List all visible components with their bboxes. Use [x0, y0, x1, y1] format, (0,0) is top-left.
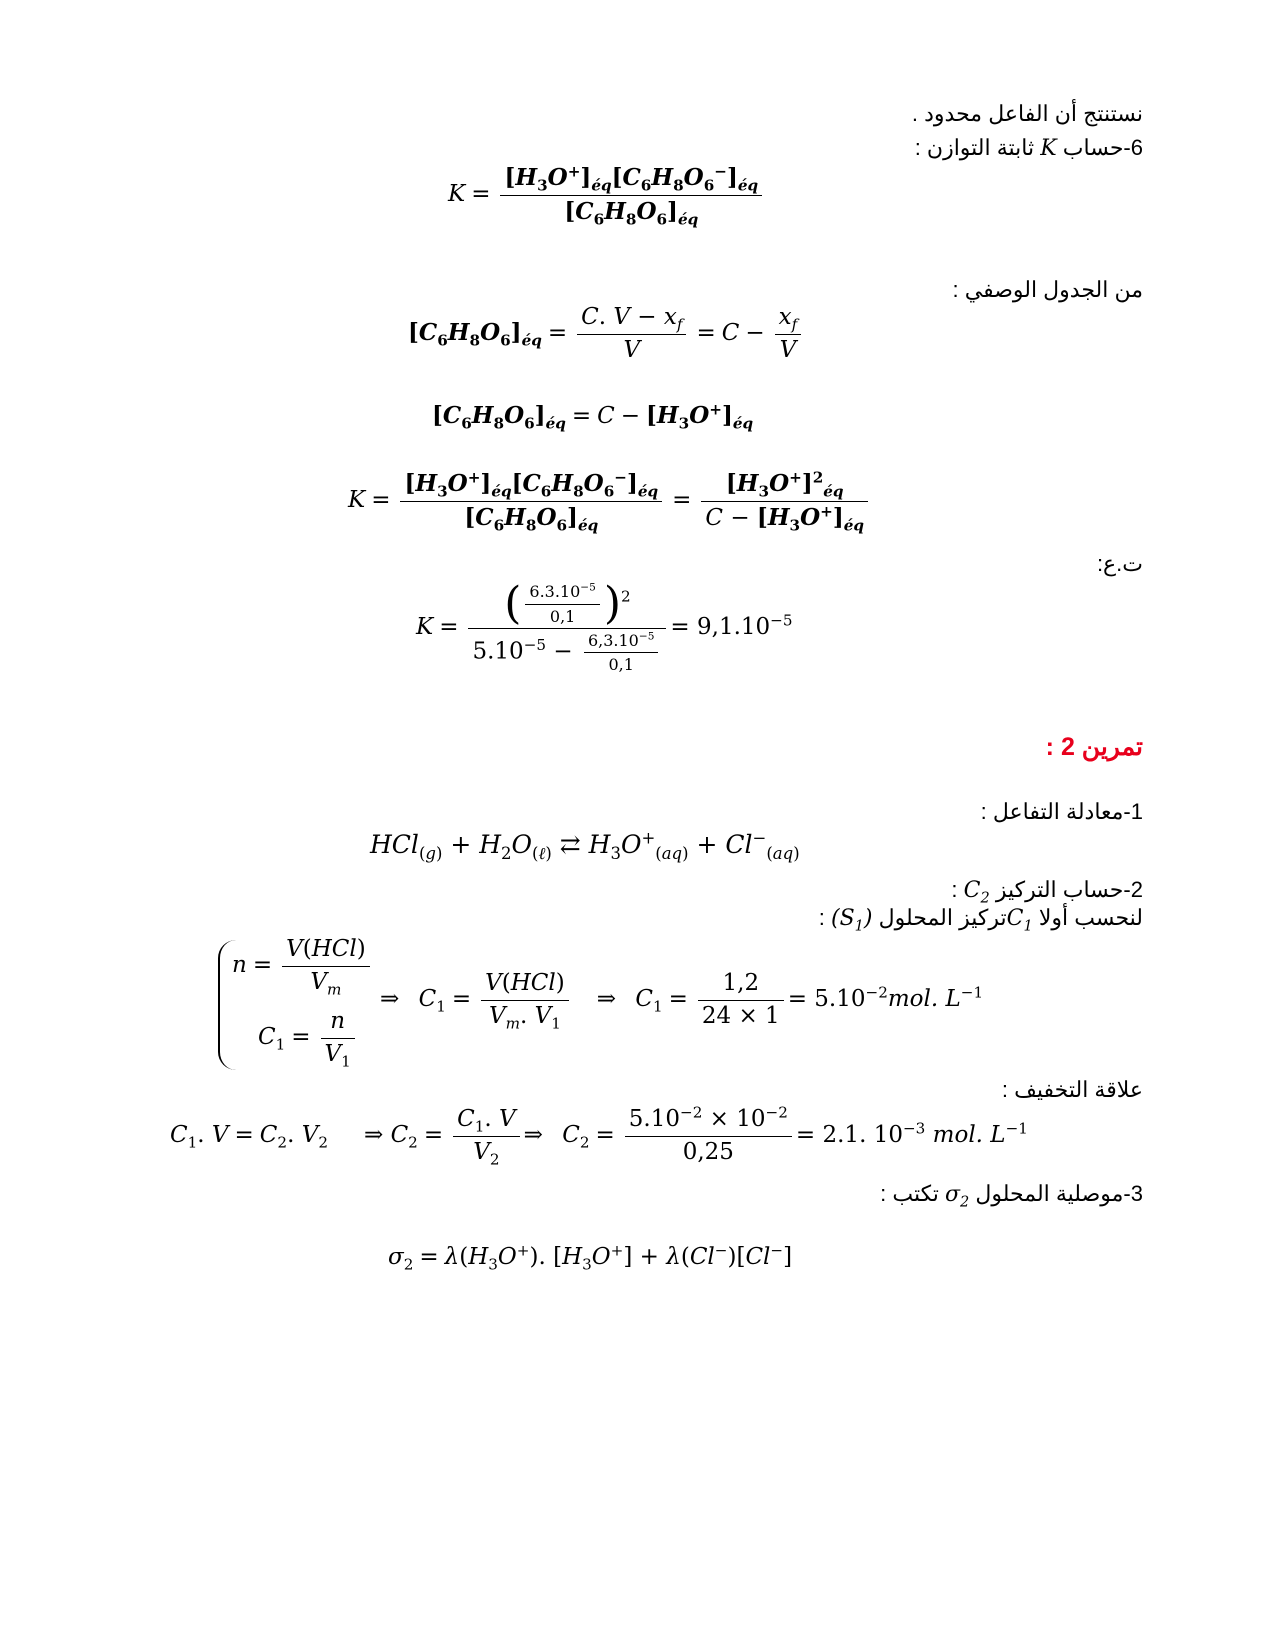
exercise-2-title: تمرين 2 : — [1045, 733, 1143, 761]
c1-calculation: ⇒ $C_1$ = $\frac{\text{V(HCl)}}{V_m. V_1}$ ⇒ $C_1$ = $\frac{1,2}{24 \times 1}$ = $5.10^{-2}mol$. $L^{-1}$ — [380, 970, 984, 1033]
dilution-calculation: $C_1$. $V = C_2$. $V_2$ ⇒ $C_2$ = $\frac{C_1. V}{V_2}$ ⇒ $C_2$ = $\frac{5.10^{-2} \times 10^{-2}}{0,25}$ = 2.1. $10^{-3}$ mol. $L^{-1}$ — [170, 1103, 1028, 1169]
q3-heading: 3-موصلية المحلول $\sigma_2$ تكتب : — [880, 1181, 1143, 1211]
q6-heading: 6-حساب K ثابتة التوازن : — [914, 135, 1143, 161]
reaction-equation: $HCl_{(g)} + H_2O_{(\ell)}$ ⇄ $H_3O^+_{(aq)} + Cl^-_{(aq)}$ — [370, 828, 800, 863]
table-reference-line: من الجدول الوصفي : — [952, 277, 1143, 302]
k-definition: K = $\frac{[H_3O^+]_{éq}[C_6H_8O_6^-]_{éq}}{[C_6H_8O_6]_{éq}}$ — [448, 164, 766, 226]
system-n: n = $\frac{\text{V(HCl)}}{V_m}$ — [232, 936, 374, 996]
q2-subline: لنحسب أولا $C_1تركيز$ المحلول $(S_1)$ : — [818, 905, 1143, 935]
acid-concentration-eq: $[C_6H_8O_6]_{éq}$ = $\frac{C. V - x_f}{V}$ = C − $\frac{x_f}{V}$ — [408, 304, 805, 364]
dilution-heading: علاقة التخفيف : — [1001, 1077, 1143, 1102]
conclusion-line: نستنتج أن الفاعل محدود . — [911, 101, 1143, 126]
numerical-application-label: ت.ع: — [1096, 551, 1143, 576]
k-numerical: K = ( $\frac{6.3.10^{-5}}{0,1}$ )$^2$ $5.10^{-5}$ − $\frac{6,3.10^{-5}}{0,1}$ = $9,1.10^{-5}$ — [416, 578, 793, 675]
k-expression-simplified: K = $\frac{[H_3O^+]_{éq}[C_6H_8O_6^-]_{éq}}{[C_6H_8O_6]_{éq}}$ = $\frac{[H_3O^+]^2_{éq}}{C - [H_3O^+]_{éq}}$ — [348, 470, 872, 532]
q1-heading: 1-معادلة التفاعل : — [980, 799, 1143, 824]
conductivity-equation: $\sigma_2 = \lambda(H_3O^+)$. $[H_3O^+] + \lambda(Cl^-)[Cl^-]$ — [388, 1241, 793, 1274]
q2-heading: 2-حساب التركيز $C_2$ : — [951, 877, 1143, 907]
acid-concentration-eq2: $[C_6H_8O_6]_{éq} = C - [H_3O^+]_{éq}$ — [432, 400, 754, 433]
system-c1: $C_1$ = $\frac{n}{V_1}$ — [258, 1008, 359, 1068]
